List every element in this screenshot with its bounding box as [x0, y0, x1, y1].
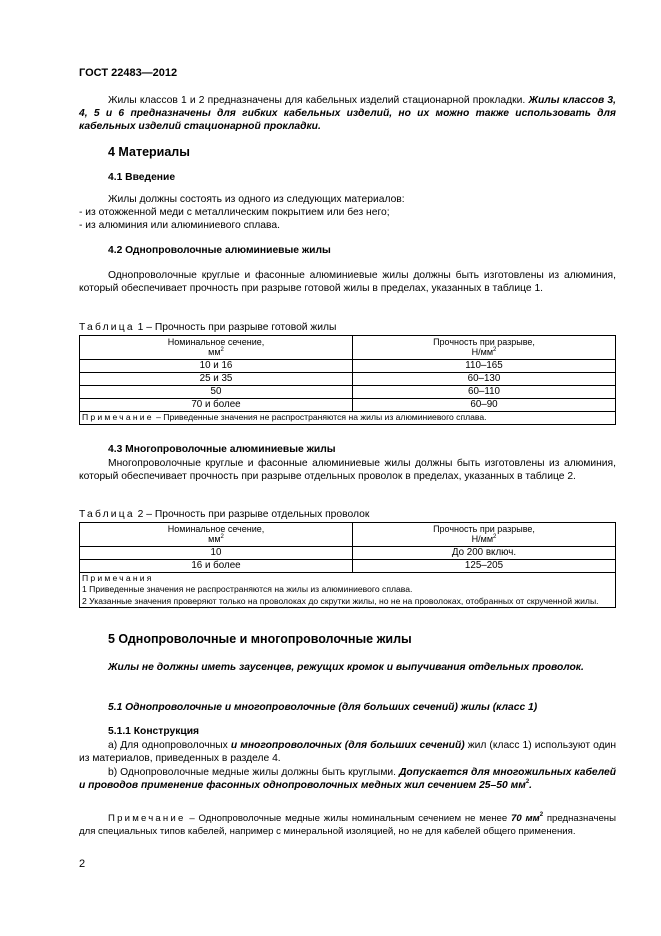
section-4-3-text: Многопроволочные круглые и фасонные алюминиевые жилы должны быть изготовлены из алюминия, который обеспечивает прочность при разрыве отдельных проволок в пределах, указанных в таблице 2. [79, 458, 616, 483]
table-cell: 110–165 [353, 360, 616, 373]
table-2-caption: Таблица 2 – Прочность при разрыве отдельных проволок [79, 509, 370, 520]
table-cell: 25 и 35 [80, 373, 353, 386]
table-row [80, 573, 616, 608]
section-5-note: Примечание – Однопроволочные медные жилы номинальным сечением не менее 70 $мм^2$ предназначены для специальных типов кабелей, например с минеральной изоляцией, но не для кабелей общего применения. [79, 812, 616, 837]
section-5-emphasis: Жилы не должны иметь заусенцев, режущих кромок и выпучивания отдельных проволок. [108, 662, 584, 673]
materials-item-copper: - из отожженной меди с металлическим покрытием или без него; [79, 207, 390, 219]
materials-list [79, 193, 616, 233]
table-cell: 60–130 [353, 373, 616, 386]
table-cell: 125–205 [353, 560, 616, 573]
section-4-2-title: 4.2 Однопроволочные алюминиевые жилы [108, 245, 331, 256]
table-cell: 70 и более [80, 399, 353, 412]
table-header-cell: Номинальное сечение, $мм^2$ [80, 523, 353, 547]
table-row [80, 360, 616, 373]
table-1-caption: Таблица 1 – Прочность при разрыве готовой жилы [79, 322, 337, 333]
intro-emphasis: Жилы классов 3, 4, 5 и 6 предназначены для гибких кабельных изделий, но их можно также использовать для кабельных изделий стационарной прокладки. [79, 95, 616, 133]
table-cell: 16 и более [80, 560, 353, 573]
section-5-title: 5 Однопроволочные и многопроволочные жилы [108, 632, 412, 646]
table-header-cell: Номинальное сечение, $мм^2$ [80, 336, 353, 360]
section-5-1-1-title: 5.1.1 Конструкция [108, 726, 200, 737]
table-1 [79, 335, 616, 425]
materials-item-aluminium: - из алюминия или алюминиевого сплава. [79, 220, 280, 232]
table-row [80, 560, 616, 573]
table-cell: 10 [80, 547, 353, 560]
table-row [80, 373, 616, 386]
page-number: 2 [79, 858, 86, 870]
section-5-1-title: 5.1 Однопроволочные и многопроволочные (для больших сечений) жилы (класс 1) [108, 702, 538, 713]
table-row [80, 399, 616, 412]
table-cell: До 200 включ. [353, 547, 616, 560]
table-2 [79, 522, 616, 608]
table-row [80, 547, 616, 560]
materials-intro: Жилы должны состоять из одного из следующих материалов: [108, 194, 405, 205]
table-row [80, 412, 616, 425]
table-row [80, 336, 616, 360]
intro-plain: Жилы классов 1 и 2 предназначены для кабельных изделий стационарной прокладки. [108, 95, 526, 106]
table-cell: 50 [80, 386, 353, 399]
section-4-2-text: Однопроволочные круглые и фасонные алюминиевые жилы должны быть изготовлены из алюминия, который обеспечивает прочность при разрыве готовой жилы в пределах, указанных в таблице 1. [79, 270, 616, 295]
item-b: b) Однопроволочные медные жилы должны быть круглыми. Допускается для многожильных кабелей и проводов применение фасонных однопроволочных медных жил сечением 25–50 $мм^2$. [79, 767, 616, 792]
table-header-cell: Прочность при разрыве, $Н/мм^2$ [353, 336, 616, 360]
item-a: а) Для однопроволочных и многопроволочных (для больших сечений) жил (класс 1) используют один из материалов, приведенных в разделе 4. [79, 740, 617, 765]
section-4-title: 4 Материалы [108, 145, 190, 159]
table-2-notes: Примечания 1 Приведенные значения не распространяются на жилы из алюминиевого сплава. 2 Указанные значения проверяют только на проволоках до скрутки жилы, но не на проволоках, отобранных от скрученной жилы. [80, 573, 616, 608]
table-cell: 60–90 [353, 399, 616, 412]
table-row [80, 386, 616, 399]
table-header-cell: Прочность при разрыве, $Н/мм^2$ [353, 523, 616, 547]
document-header: ГОСТ 22483—2012 [79, 67, 178, 79]
section-4-3-title: 4.3 Многопроволочные алюминиевые жилы [108, 444, 336, 455]
table-cell: 10 и 16 [80, 360, 353, 373]
table-row [80, 523, 616, 547]
intro-paragraph [79, 94, 616, 134]
table-1-note: Примечание – Приведенные значения не распространяются на жилы из алюминиевого сплава. [80, 412, 616, 425]
section-4-1-title: 4.1 Введение [108, 172, 176, 183]
table-cell: 60–110 [353, 386, 616, 399]
